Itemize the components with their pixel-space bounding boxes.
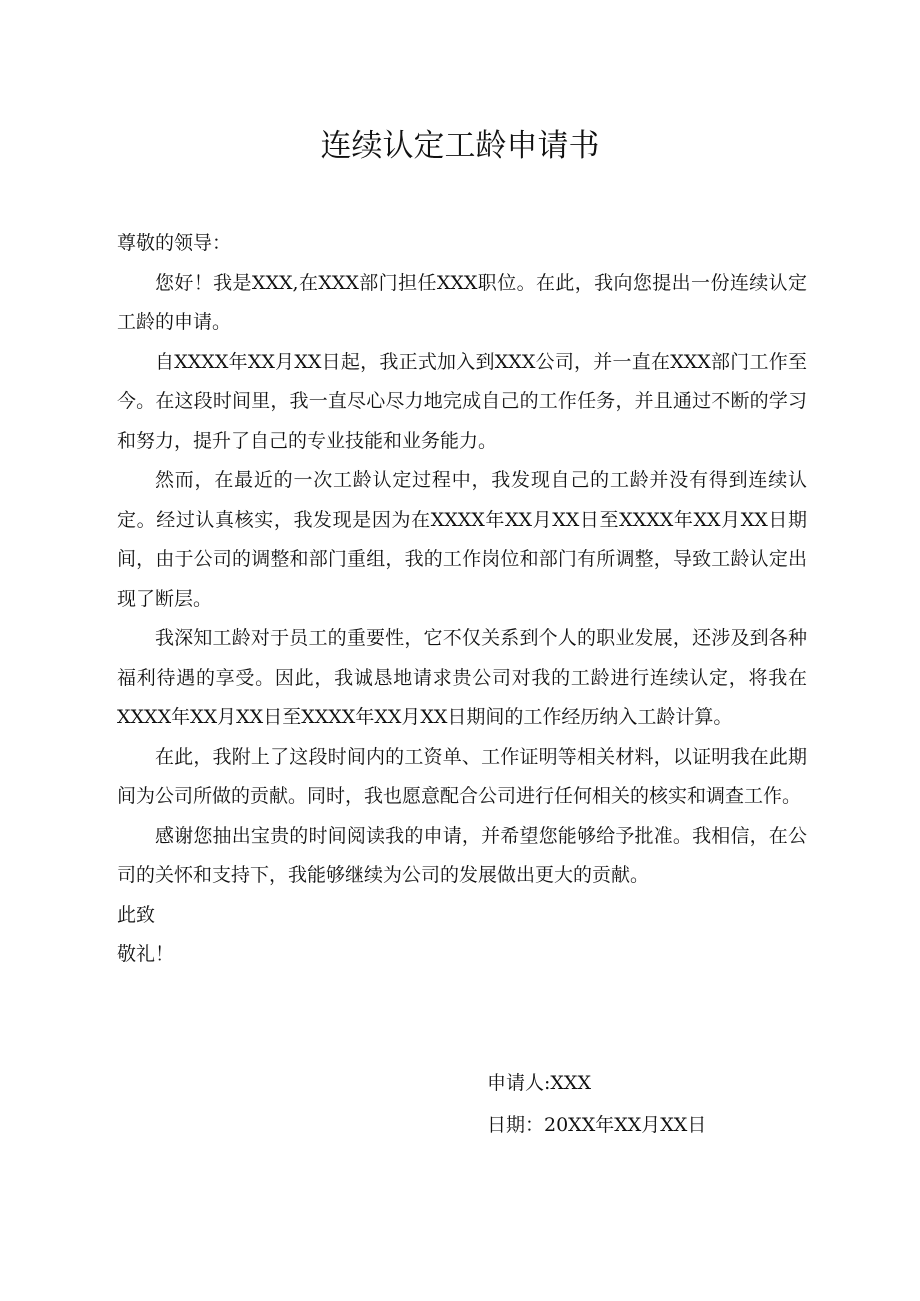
document-title: 连续认定工龄申请书	[320, 128, 600, 164]
paragraph-thanks: 感谢您抽出宝贵的时间阅读我的申请，并希望您能够给予批准。我相信，在公司的关怀和支持下，我能够继续为公司的发展做出更大的贡献。	[117, 824, 807, 886]
closing-line-2: 敬礼！	[117, 943, 175, 965]
paragraph-intro: 您好！我是XXX,在XXX部门担任XXX职位。在此，我向您提出一份连续认定工龄的申请。	[117, 271, 807, 333]
applicant-name: 申请人:XXX	[487, 1072, 591, 1094]
closing-line-1: 此致	[117, 903, 156, 926]
salutation: 尊敬的领导：	[117, 232, 232, 254]
paragraph-attachments: 在此，我附上了这段时间内的工资单、工作证明等相关材料，以证明我在此期间为公司所做的贡献。同时，我也愿意配合公司进行任何相关的核实和调查工作。	[117, 745, 807, 807]
signature-block	[487, 1062, 817, 1146]
paragraph-issue: 然而，在最近的一次工龄认定过程中，我发现自己的工龄并没有得到连续认定。经过认真核实，我发现是因为在XXXX年XX月XX日至XXXX年XX月XX日期间，由于公司的调整和部门重组，我的工作岗位和部门有所调整，导致工龄认定出现了断层。	[117, 469, 807, 610]
letter-body	[117, 224, 807, 975]
application-date: 日期：20XX年XX月XX日	[487, 1114, 707, 1136]
paragraph-employment: 自XXXX年XX月XX日起，我正式加入到XXX公司，并一直在XXX部门工作至今。在这段时间里，我一直尽心尽力地完成自己的工作任务，并且通过不断的学习和努力，提升了自己的专业技能和业务能力。	[117, 350, 807, 452]
paragraph-request: 我深知工龄对于员工的重要性，它不仅关系到个人的职业发展，还涉及到各种福利待遇的享受。因此，我诚恳地请求贵公司对我的工龄进行连续认定，将我在XXXX年XX月XX日至XXXX年XX月XX日期间的工作经历纳入工龄计算。	[117, 627, 807, 728]
